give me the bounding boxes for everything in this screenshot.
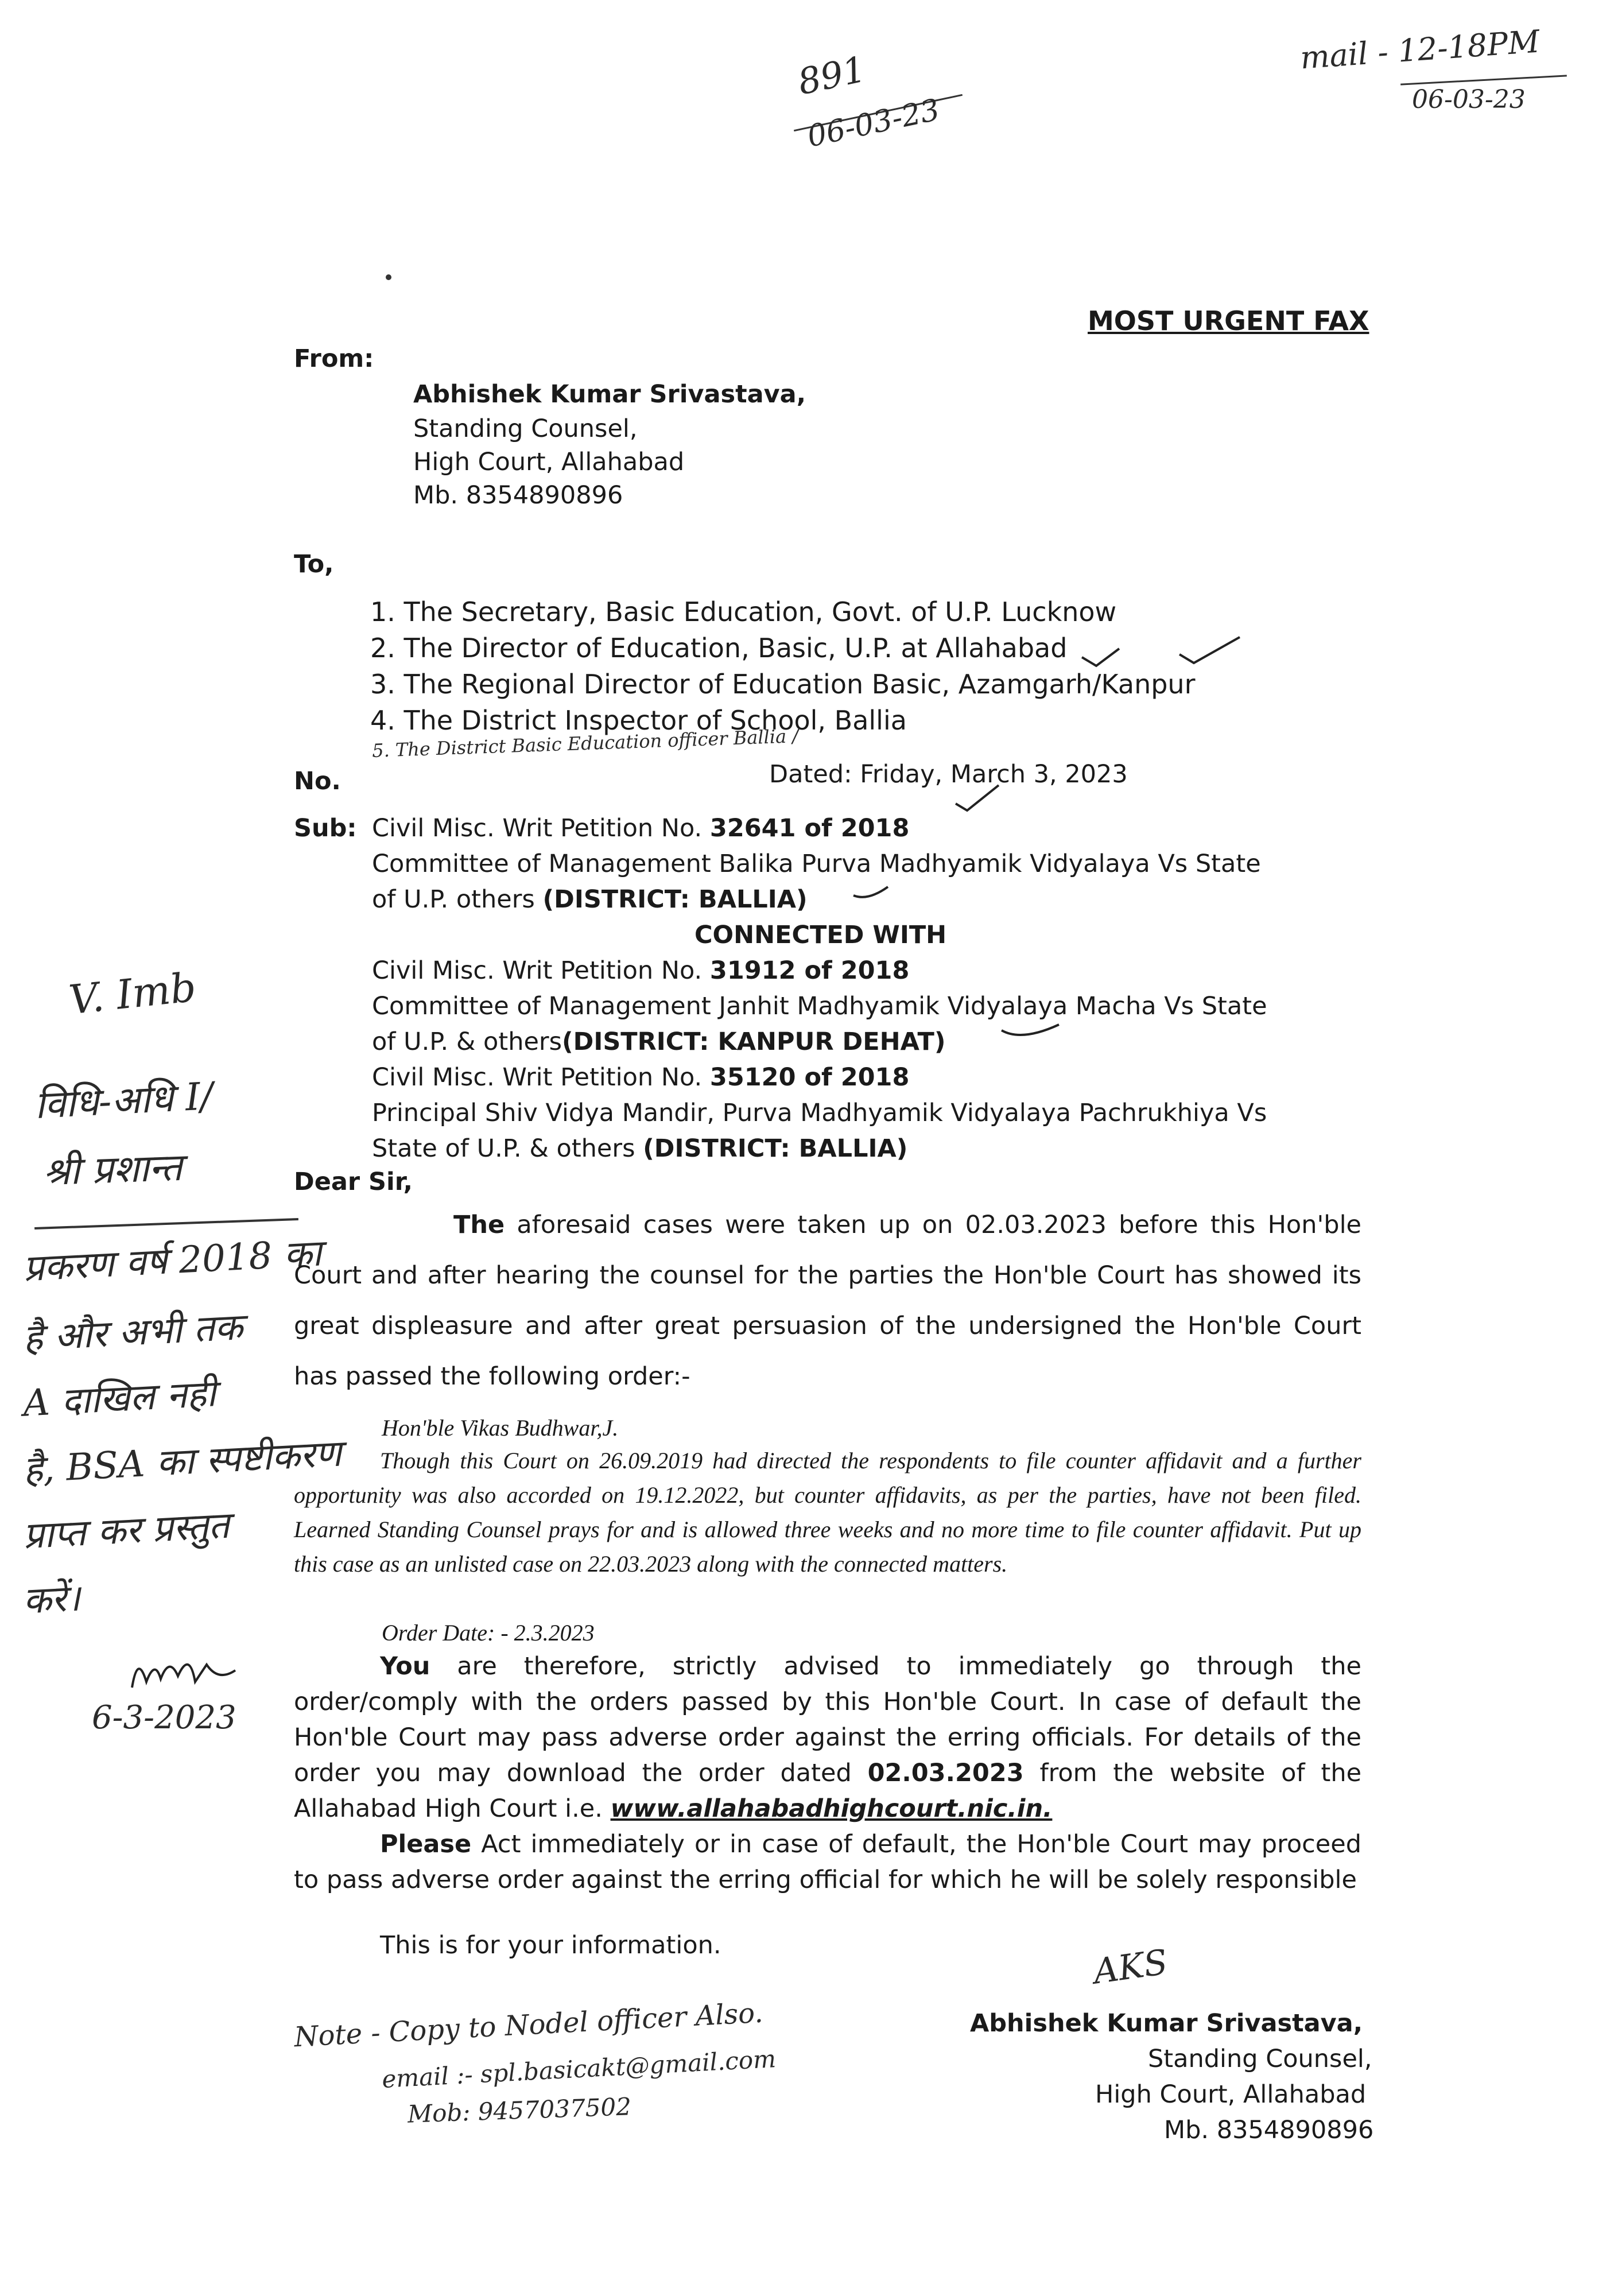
recipient-5-handwritten: 5. The District Basic Education officer Ballia / [371, 725, 799, 762]
tick-icon [953, 781, 1004, 815]
petition-number: 35120 of 2018 [709, 1063, 910, 1092]
document-title: MOST URGENT FAX [1088, 305, 1369, 336]
margin-note-line: है और अभी तक [22, 1306, 244, 1360]
bottom-note-mobile: Mob: 9457037502 [407, 2092, 632, 2128]
district-label: (DISTRICT: KANPUR DEHAT) [561, 1027, 946, 1056]
margin-divider [34, 1218, 298, 1230]
signatory-designation: Standing Counsel, [1148, 2045, 1372, 2073]
subject-label: Sub: [294, 814, 357, 843]
petition-number: 31912 of 2018 [709, 956, 910, 985]
margin-note-line: करें। [22, 1577, 82, 1623]
district-label: (DISTRICT: BALLIA) [542, 885, 808, 914]
recipient-4: 4. The District Inspector of School, Ballia [370, 705, 907, 736]
subject-parties-1: Committee of Management Balika Purva Madhyamik Vidyalaya Vs State [372, 850, 1261, 878]
body-paragraph-2 [294, 1649, 1361, 1826]
to-label: To, [294, 550, 334, 579]
subject-parties-3: Principal Shiv Vidya Mandir, Purva Madhyamik Vidyalaya Pachrukhiya Vs [372, 1099, 1267, 1127]
margin-note-line: A दाखिल नही [22, 1372, 217, 1425]
subject-parties-2: Committee of Management Janhit Madhyamik Vidyalaya Macha Vs State [372, 992, 1267, 1021]
connected-with: CONNECTED WITH [694, 921, 947, 949]
subject-petition-3 [372, 1060, 909, 1095]
signatory-name: Abhishek Kumar Srivastava, [970, 2009, 1363, 2038]
margin-note-line: प्राप्त कर प्रस्तुत [22, 1504, 231, 1558]
margin-initials: V. Imb [67, 963, 199, 1024]
tick-icon [851, 881, 891, 904]
sender-office: High Court, Allahabad [413, 448, 685, 476]
from-label: From: [294, 344, 374, 373]
closing-line: This is for your information. [380, 1931, 721, 1960]
signatory-mobile: Mb. 8354890896 [1164, 2116, 1374, 2144]
petition-prefix: Civil Misc. Writ Petition No. [372, 956, 703, 985]
letter-date: Dated: Friday, March 3, 2023 [769, 760, 1128, 789]
margin-signature [126, 1647, 241, 1699]
tick-icon [999, 1022, 1062, 1045]
petition-number: 32641 of 2018 [709, 814, 910, 843]
petition-prefix: Civil Misc. Writ Petition No. [372, 1063, 703, 1092]
bottom-note-line: Note - Copy to Nodel officer Also. [293, 1996, 764, 2054]
paragraph-lead: The [453, 1211, 505, 1239]
mail-note: mail - 12-18PM [1299, 23, 1541, 76]
body-paragraph-3 [294, 1826, 1361, 1898]
mail-underline [1400, 75, 1567, 85]
bottom-note-email: email :- spl.basicakt@gmail.com [381, 2045, 777, 2093]
paragraph-text: aforesaid cases were taken up on 02.03.2023 before this Hon'ble Court and after hearing the counsel for the parties the Hon'ble Court has showed its great displeasure and after great persuasion of the undersigned the Hon'ble Court has passed the following order:- [294, 1211, 1362, 1391]
paragraph-text: are therefore, strictly advised to immediately go through the order/comply with the orders passed by this Hon'ble Court. In case of default the Hon'ble Court may pass adverse order against the erring officials. For details of the order you may download the order dated [294, 1652, 1362, 1787]
sender-name: Abhishek Kumar Srivastava, [413, 380, 806, 409]
signature-initials: AKS [1091, 1942, 1170, 1992]
paragraph-text: from the website of the Allahabad High Court i.e. [294, 1759, 1362, 1823]
court-order-text: Though this Court on 26.09.2019 had directed the respondents to file counter affidavit and a further opportunity was also accorded on 19.12.2022, but counter affidavits, as per the parties, have not been filed. Learned Standing Counsel prays for and is allowed three weeks and no more time to file counter affidavit. Put up this case as an unlisted case on 22.03.2023 along with the connected matters. [294, 1448, 1361, 1577]
tick-icon [1177, 631, 1245, 672]
receipt-number: 891 [794, 48, 870, 103]
paragraph-lead: Please [380, 1830, 472, 1859]
salutation: Dear Sir, [294, 1168, 413, 1196]
receipt-date: 06-03-23 [804, 92, 943, 154]
margin-note-line: है, BSA का स्पष्टीकरण [22, 1432, 343, 1492]
margin-signature-date: 6-3-2023 [92, 1699, 236, 1736]
paragraph-lead: You [380, 1652, 430, 1681]
petition-prefix: Civil Misc. Writ Petition No. [372, 814, 703, 843]
subject-state-3 [372, 1131, 907, 1166]
court-order-judge: Hon'ble Vikas Budhwar,J. [382, 1415, 619, 1441]
district-label: (DISTRICT: BALLIA) [643, 1134, 908, 1163]
recipient-3: 3. The Regional Director of Education Basic, Azamgarh/Kanpur [370, 669, 1196, 700]
court-order-date: Order Date: - 2.3.2023 [382, 1620, 595, 1646]
body-paragraph-1 [294, 1200, 1361, 1402]
margin-note-line: विधि-अधि I/ [33, 1073, 215, 1128]
margin-note-line: प्रकरण वर्ष 2018 का [22, 1232, 323, 1290]
court-website-link[interactable]: www.allahabadhighcourt.nic.in. [610, 1794, 1053, 1823]
subject-state-1 [372, 882, 808, 917]
sender-designation: Standing Counsel, [413, 414, 638, 443]
sender-mobile: Mb. 8354890896 [413, 481, 623, 510]
state-text: State of U.P. & others [372, 1134, 635, 1163]
recipient-2: 2. The Director of Education, Basic, U.P. at Allahabad [370, 633, 1068, 664]
order-date-highlight: 02.03.2023 [867, 1759, 1024, 1787]
mail-date: 06-03-23 [1412, 85, 1526, 114]
subject-state-2 [372, 1024, 946, 1060]
stray-mark [386, 274, 391, 280]
state-text: of U.P. & others [372, 1027, 562, 1056]
subject-petition-2 [372, 953, 909, 988]
state-text: of U.P. others [372, 885, 535, 914]
subject-petition-1 [372, 810, 909, 846]
tick-icon [1079, 637, 1148, 672]
paragraph-text: Act immediately or in case of default, the Hon'ble Court may proceed to pass adverse order against the erring official for which he will be solely responsible [294, 1830, 1361, 1894]
reference-no-label: No. [294, 767, 341, 796]
margin-note-line: श्री प्रशान्त [42, 1145, 183, 1194]
recipient-1: 1. The Secretary, Basic Education, Govt. of U.P. Lucknow [370, 596, 1117, 627]
signatory-office: High Court, Allahabad [1095, 2080, 1367, 2109]
